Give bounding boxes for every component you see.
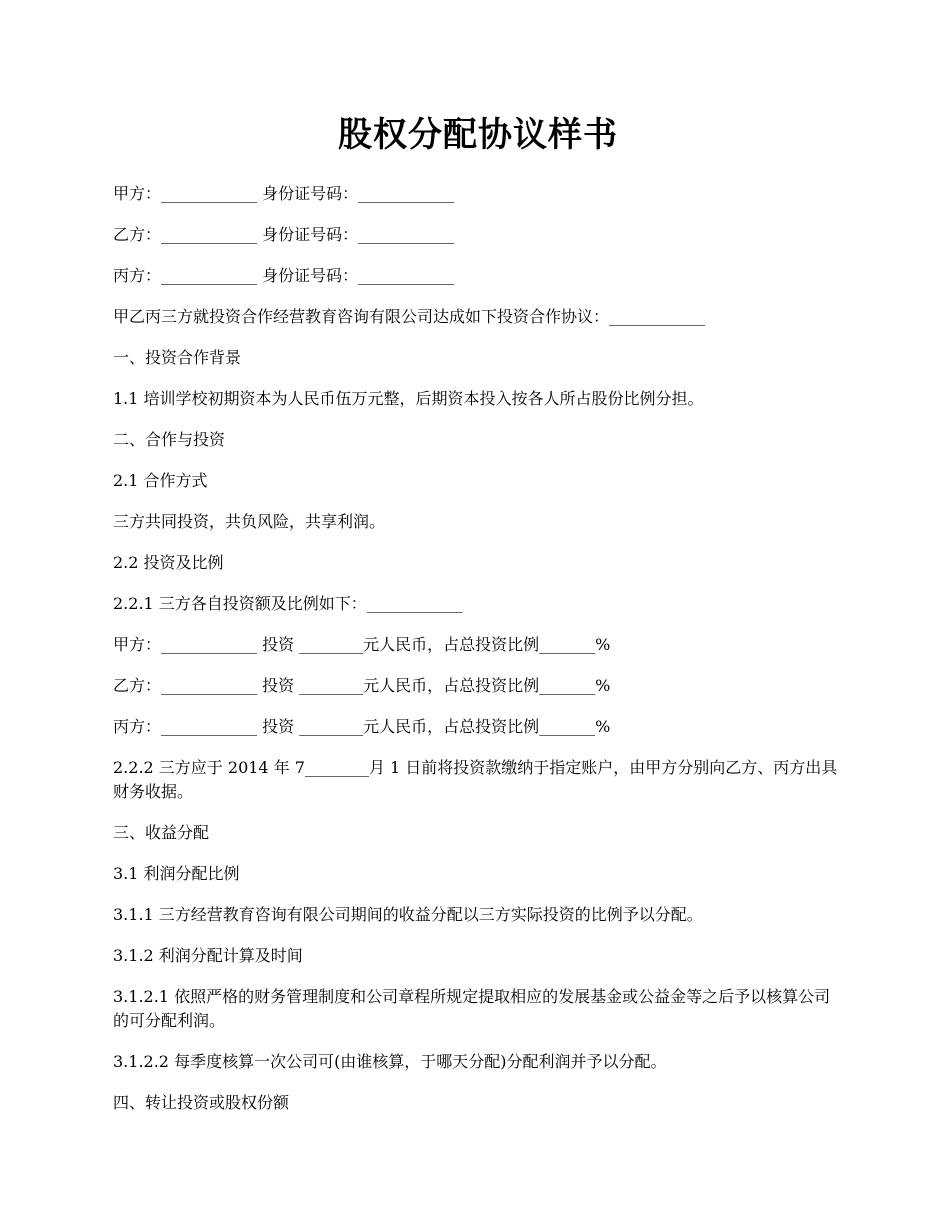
clause-2-1-heading: 2.1 合作方式 [113, 471, 208, 490]
clause-2-2-heading: 2.2 投资及比例 [113, 553, 224, 572]
document-title: 股权分配协议样书 [338, 115, 618, 155]
clause-3-1-2-1: 3.1.2.1 依照严格的财务管理制度和公司章程所规定提取相应的发展基金或公益金等之后予以核算公司的可分配利润。 [113, 987, 831, 1030]
investment-party-c: 丙方：____________ 投资 ________元人民币，占总投资比例_______% [113, 717, 611, 736]
clause-3-1-heading: 3.1 利润分配比例 [113, 864, 240, 883]
clause-1-1: 1.1 培训学校初期资本为人民币伍万元整，后期资本投入按各人所占股份比例分担。 [113, 389, 704, 408]
investment-party-b: 乙方：____________ 投资 ________元人民币，占总投资比例_______% [113, 676, 611, 695]
section-heading-4: 四、转让投资或股权份额 [113, 1093, 290, 1112]
clause-3-1-2-heading: 3.1.2 利润分配计算及时间 [113, 946, 303, 965]
party-c-line: 丙方：____________ 身份证号码：____________ [113, 266, 455, 285]
document-page [113, 110, 843, 1132]
investment-party-a: 甲方：____________ 投资 ________元人民币，占总投资比例_______% [113, 635, 611, 654]
party-b-line: 乙方：____________ 身份证号码：____________ [113, 225, 455, 244]
clause-3-1-1: 3.1.1 三方经营教育咨询有限公司期间的收益分配以三方实际投资的比例予以分配。 [113, 905, 703, 924]
section-heading-3: 三、收益分配 [113, 823, 210, 842]
party-a-line: 甲方：____________ 身份证号码：____________ [113, 184, 455, 203]
clause-2-2-1: 2.2.1 三方各自投资额及比例如下：____________ [113, 594, 463, 613]
agreement-intro: 甲乙丙三方就投资合作经营教育咨询有限公司达成如下投资合作协议：____________ [113, 307, 706, 326]
clause-2-1-text: 三方共同投资，共负风险，共享利润。 [113, 512, 386, 531]
section-heading-1: 一、投资合作背景 [113, 348, 242, 367]
section-heading-2: 二、合作与投资 [113, 430, 226, 449]
clause-2-2-2: 2.2.2 三方应于 2014 年 7________月 1 日前将投资款缴纳于指定账户，由甲方分别向乙方、丙方出具财务收据。 [113, 758, 838, 801]
clause-3-1-2-2: 3.1.2.2 每季度核算一次公司可(由谁核算，于哪天分配)分配利润并予以分配。 [113, 1052, 667, 1071]
